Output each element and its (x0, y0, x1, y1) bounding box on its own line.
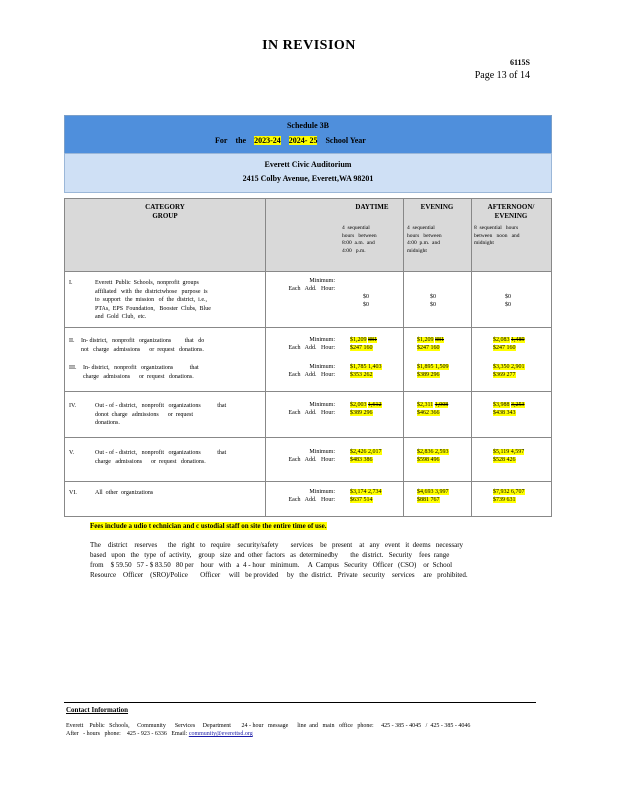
row-5-rate-label: Minimum: Each Add. Hour: (288, 449, 335, 463)
row-divider (65, 271, 551, 272)
row-3-evening-hour: $389 296 (417, 372, 440, 378)
row-6-text: All other organizations (95, 490, 154, 496)
row-6-daytime-hour: $637 514 (350, 497, 373, 503)
row-5-text: Out - of - district, nonprofit organizations that charge admissions or request donations. (95, 450, 227, 465)
contact-heading: Contact Information (66, 706, 129, 714)
row-5-evening-hour: $598 496 (417, 457, 440, 463)
row-2-evening-min-new: $1,209 (417, 337, 434, 343)
category-header: CATEGORY GROUP (145, 203, 185, 220)
contact-line-1: Everett Public Schools, Community Services Department 24 - hour message line and main office phone: 425 - 385 - 4045 / 425 - 385 - 4046 (66, 723, 471, 729)
row-2-afternoon (493, 336, 525, 352)
row-1-daytime: $0 $0 (363, 294, 369, 308)
row-3-afternoon-min: $3,350 2,901 (493, 364, 525, 370)
contact-divider (64, 702, 536, 703)
row-2-afternoon-hour: $247 160 (493, 345, 516, 351)
row-2-daytime-min-old: 881 (368, 337, 377, 343)
row-6-afternoon-hour: $739 631 (493, 497, 516, 503)
row-5-daytime (350, 448, 382, 464)
year-start: 2023-24 (254, 136, 281, 145)
row-3-evening-min: $1,895 1,509 (417, 364, 449, 370)
row-5-daytime-min: $2,426 2,017 (350, 449, 382, 455)
row-3-num: III. (69, 365, 77, 371)
row-6-evening-min: $4,693 3,997 (417, 489, 449, 495)
row-4-evening-hour: $462 366 (417, 410, 440, 416)
row-4-afternoon-min-new: $3,988 (493, 402, 510, 408)
row-4-num: IV. (69, 403, 77, 409)
row-2-afternoon-min-new: $2,083 (493, 337, 510, 343)
contact-info (66, 722, 546, 738)
row-3-evening (417, 363, 449, 379)
evening-desc: 4 sequential hours between 4:00 p.m. and midnight (407, 225, 442, 254)
year-end: 2024- 25 (288, 136, 318, 145)
row-1-text: Everett Public Schools, nonprofit groups affiliated with the districtwhose purpose is to support the mission of the district, i.e., PTAs, EPS Foundation, Booster Clubs, Blue and Gold Club, etc. (95, 280, 211, 320)
fees-note: Fees include a udio t echnician and c ustodial staff on site the entire time of use. (90, 522, 327, 530)
row-3-afternoon (493, 363, 525, 379)
row-5-afternoon-min: $5,119 4,597 (493, 449, 525, 455)
row-3-daytime-hour: $353 262 (350, 372, 373, 378)
row-divider (65, 437, 551, 438)
column-divider (265, 199, 266, 516)
row-2-daytime-hour: $247 160 (350, 345, 373, 351)
row-4-evening-min-new: $2,311 (417, 402, 434, 408)
afternoon-desc: 8 sequential hours between noon and midnight (474, 225, 520, 246)
row-6-num: VI. (69, 490, 77, 496)
page-title: IN REVISION (262, 38, 356, 53)
row-5-evening-min: $2,836 2,593 (417, 449, 449, 455)
schedule-label: Schedule 3B (286, 121, 329, 130)
row-5-evening (417, 448, 449, 464)
row-3-text: In- district, nonprofit organizations that charge admissions or request donations. (83, 365, 199, 380)
row-6-daytime (350, 488, 382, 504)
row-6-evening-hour: $881 767 (417, 497, 440, 503)
row-divider (65, 481, 551, 482)
row-4-evening-min-old: 1,908 (434, 402, 449, 408)
row-4-daytime-min-new: $2,003 (350, 402, 367, 408)
row-5-num: V. (69, 450, 75, 456)
row-4-afternoon (493, 401, 525, 417)
row-2-text: In- district, nonprofit organizations that do not charge admissions or request donations. (81, 338, 205, 353)
venue-name: Everett Civic Auditorium (264, 160, 352, 169)
school-year-label: School Year (325, 136, 366, 145)
row-2-evening-hour: $247 160 (417, 345, 440, 351)
security-note: The district reserves the right to require security/safety services be present at any event it deems necessary based upon the type of activity, group size and other factors as determinedby the district. Security fees range from $ 59.50 57 - $ 83.50 80 per hour with a 4 - hour minimum. A Campus Security Officer (CSO) or School Resource Officer (SRO)/Police Officer will be provided by the district. Private security services are prohibited. (90, 541, 468, 579)
row-2-daytime-min-new: $1,209 (350, 337, 367, 343)
venue-address: 2415 Colby Avenue, Everett,WA 98201 (242, 174, 374, 183)
row-3-daytime (350, 363, 382, 379)
row-2-num: II. (69, 338, 75, 344)
row-6-afternoon-min: $7,932 6,707 (493, 489, 525, 495)
row-5-daytime-hour: $483 386 (350, 457, 373, 463)
row-4-rate-label: Minimum: Each Add. Hour: (288, 402, 335, 416)
evening-header: EVENING (420, 203, 454, 211)
row-1-rate-label: Minimum: Each Add. Hour: (288, 278, 335, 292)
row-3-rate-label: Minimum: Each Add. Hour: (288, 364, 335, 378)
rate-table (64, 198, 552, 517)
row-2-rate-label: Minimum: Each Add. Hour: (288, 337, 335, 351)
row-4-text: Out - of - district, nonprofit organizations that donot charge admissions or request donations. (95, 403, 227, 426)
policy-number: 6115S (509, 58, 530, 67)
row-3-daytime-min: $1,785 1,403 (350, 364, 382, 370)
row-1-evening: $0 $0 (430, 294, 436, 308)
row-1-afternoon: $0 $0 (505, 294, 511, 308)
row-5-afternoon (493, 448, 524, 464)
venue-header (64, 153, 552, 193)
afternoon-header: AFTERNOON/ EVENING (487, 203, 535, 220)
page-number: Page 13 of 14 (474, 70, 530, 81)
row-6-daytime-min: $3,174 2,734 (350, 489, 382, 495)
column-divider (403, 199, 404, 516)
daytime-header: DAYTIME (355, 203, 389, 211)
row-6-evening (417, 488, 449, 504)
row-4-afternoon-min-old: 3,253 (511, 402, 525, 408)
the-label: the (235, 136, 247, 145)
row-2-afternoon-min-old: 1,489 (511, 337, 525, 343)
row-4-afternoon-hour: $438 343 (493, 410, 516, 416)
row-1-num: I. (69, 280, 73, 286)
row-4-daytime-min-old: 1,612 (368, 402, 382, 408)
row-4-daytime (350, 401, 382, 417)
schedule-header (64, 115, 552, 155)
for-label: For (215, 136, 228, 145)
row-4-evening (417, 401, 448, 417)
row-5-afternoon-hour: $528 426 (493, 457, 516, 463)
column-divider (471, 199, 472, 516)
contact-email-link[interactable]: community@everettsd.org (188, 731, 253, 737)
contact-line-2-prefix: After - hours phone: 425 - 923 - 6336 Email: (66, 731, 188, 737)
school-year-line (215, 136, 372, 145)
row-6-afternoon (493, 488, 525, 504)
row-3-afternoon-hour: $369 277 (493, 372, 516, 378)
row-divider (65, 391, 551, 392)
row-divider (65, 327, 551, 328)
row-2-daytime (350, 336, 377, 352)
contact-line-2 (66, 730, 546, 738)
row-6-rate-label: Minimum: Each Add. Hour: (288, 489, 335, 503)
row-2-evening-min-old: 881 (435, 337, 444, 343)
row-2-evening (417, 336, 444, 352)
daytime-desc: 4 sequential hours between 8:00 a.m. and 4:00 p.m. (342, 225, 377, 254)
row-4-daytime-hour: $389 296 (350, 410, 373, 416)
